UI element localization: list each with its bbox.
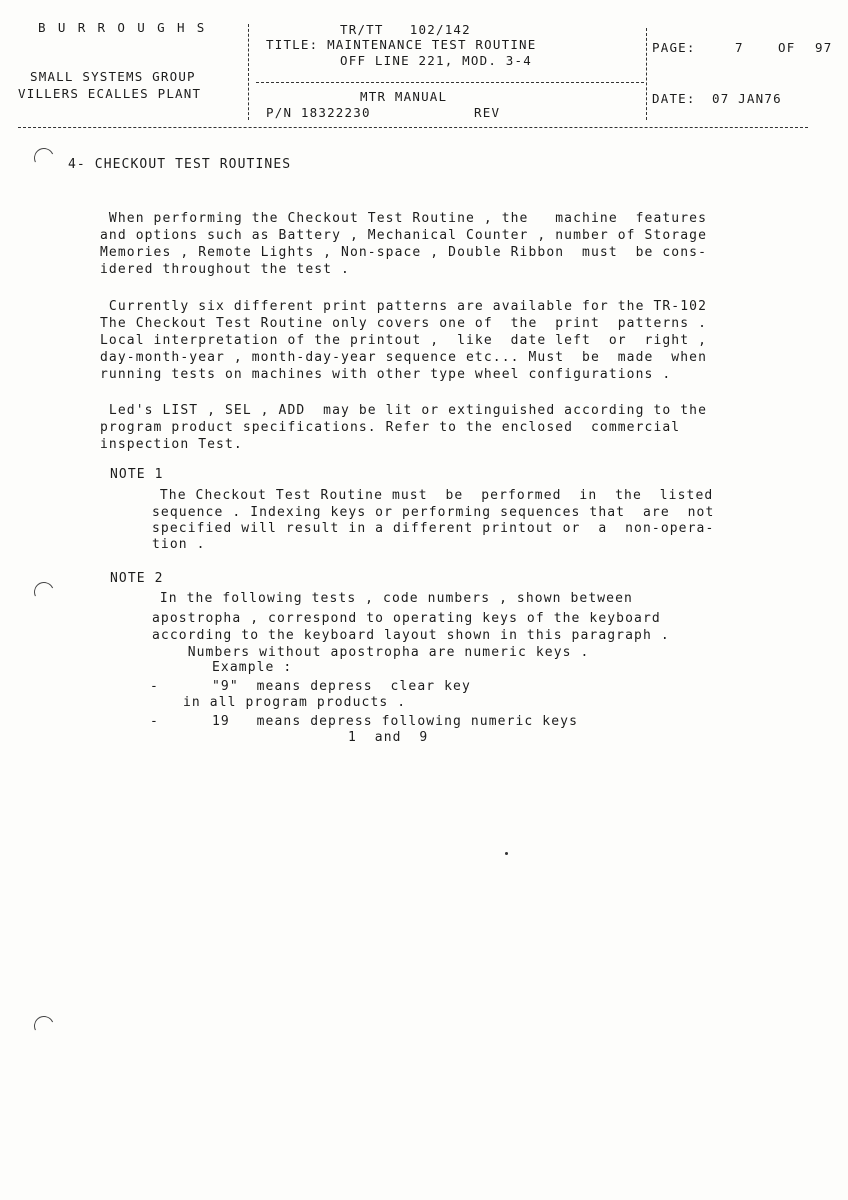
example-line: in all program products .: [183, 695, 407, 710]
text-line: In the following tests , code numbers , shown between: [142, 591, 633, 606]
date-value: 07 JAN76: [712, 91, 782, 106]
text-line: according to the keyboard layout shown in this paragraph .: [152, 628, 670, 643]
model-line: TR/TT 102/142: [340, 22, 471, 37]
date-label: DATE:: [652, 91, 696, 106]
text-line: apostropha , correspond to operating keys of the keyboard: [152, 611, 661, 626]
example-line: 19 means depress following numeric keys: [212, 714, 578, 729]
binder-hole-mark: [31, 1013, 57, 1039]
header-bottom-rule: [18, 127, 808, 128]
text-line: and options such as Battery , Mechanical Counter , number of Storage: [100, 228, 708, 243]
text-line: Currently six different print patterns are available for the TR-102: [100, 299, 708, 314]
section-heading: 4- CHECKOUT TEST ROUTINES: [68, 157, 292, 172]
part-number: P/N 18322230: [266, 105, 371, 120]
text-line: program product specifications. Refer to the enclosed commercial: [100, 420, 681, 435]
text-line: Led's LIST , SEL , ADD may be lit or extinguished according to the: [100, 403, 708, 418]
example-line: 1 and 9: [348, 730, 429, 745]
page-total: 97: [815, 40, 833, 55]
text-line: Memories , Remote Lights , Non-space , Double Ribbon must be cons-: [100, 245, 708, 260]
text-line: running tests on machines with other type wheel configurations .: [100, 367, 672, 382]
paper-speck: [505, 852, 508, 855]
example-label: Example :: [212, 660, 293, 675]
document-subtitle: OFF LINE 221, MOD. 3-4: [340, 53, 532, 68]
note-label: NOTE 2: [110, 571, 164, 586]
text-line: day-month-year , month-day-year sequence etc... Must be made when: [100, 350, 708, 365]
text-line: tion .: [152, 537, 206, 552]
text-line: sequence . Indexing keys or performing sequences that are not: [152, 505, 715, 520]
text-line: Local interpretation of the printout , like date left or right ,: [100, 333, 708, 348]
text-line: specified will result in a different printout or a non-opera-: [152, 521, 715, 536]
group-name: SMALL SYSTEMS GROUP: [30, 69, 196, 84]
plant-name: VILLERS ECALLES PLANT: [18, 86, 202, 101]
note-label: NOTE 1: [110, 467, 164, 482]
manual-name: MTR MANUAL: [360, 89, 448, 104]
bullet: -: [150, 714, 159, 729]
text-line: inspection Test.: [100, 437, 243, 452]
text-line: Numbers without apostropha are numeric keys .: [152, 645, 590, 660]
text-line: idered throughout the test .: [100, 262, 350, 277]
text-line: When performing the Checkout Test Routine , the machine features: [100, 211, 708, 226]
binder-hole-mark: [31, 579, 57, 605]
binder-hole-mark: [31, 145, 57, 171]
example-line: "9" means depress clear key: [212, 679, 471, 694]
page-of: OF: [778, 40, 796, 55]
page-label: PAGE:: [652, 40, 696, 55]
company-name: B U R R O U G H S: [38, 20, 207, 35]
header-divider-left: [248, 24, 249, 120]
bullet: -: [150, 679, 159, 694]
header-inner-rule: [256, 82, 644, 83]
page-number: 7: [735, 40, 744, 55]
revision-label: REV: [474, 105, 501, 120]
text-line: The Checkout Test Routine must be performed in the listed: [142, 488, 714, 503]
header-divider-right: [646, 28, 647, 120]
text-line: The Checkout Test Routine only covers one of the print patterns .: [100, 316, 708, 331]
document-title: TITLE: MAINTENANCE TEST ROUTINE: [266, 37, 537, 52]
